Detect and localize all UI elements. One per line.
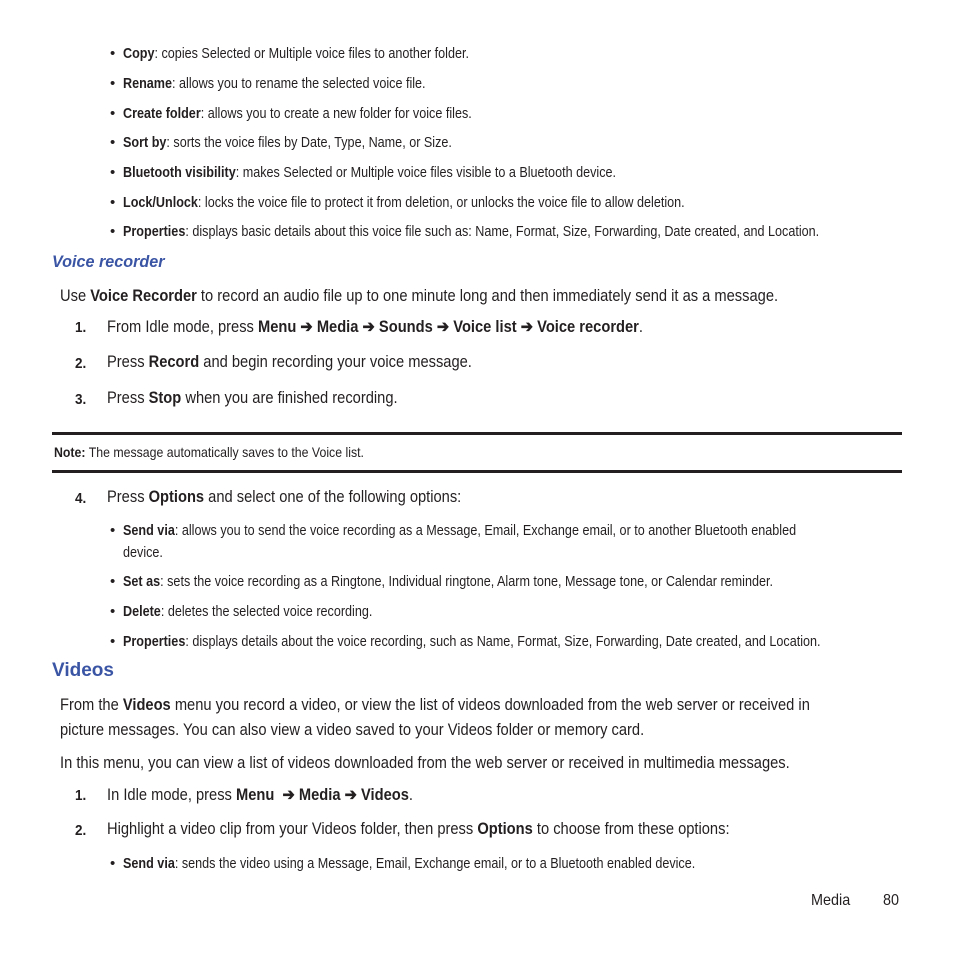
note-text: The message automatically saves to the Voice list. — [85, 444, 364, 460]
menu-term: Media — [316, 318, 359, 336]
bullet: • — [110, 855, 116, 872]
step-text — [107, 389, 398, 408]
note — [54, 444, 364, 460]
list-item — [123, 603, 372, 620]
text: . — [638, 318, 643, 336]
arrow-icon: ➔ — [436, 318, 450, 336]
option-desc: : allows you to rename the selected voice file. — [172, 75, 426, 92]
step-number: 1. — [75, 319, 87, 336]
list-item — [123, 855, 695, 872]
paragraph — [60, 287, 778, 306]
text: to record an audio file up to one minute long and then immediately send it as a message. — [196, 287, 779, 305]
option-desc: : sets the voice recording as a Ringtone, Individual ringtone, Alarm tone, Message tone, or Calendar reminder. — [160, 573, 773, 590]
list-item — [123, 633, 821, 650]
paragraph-continued: picture messages. You can also view a video saved to your Videos folder or memory card. — [60, 721, 645, 739]
option-term: Properties — [123, 223, 186, 240]
option-term: Create folder — [123, 105, 201, 122]
paragraph: In this menu, you can view a list of videos downloaded from the web server or received in multimedia messages. — [60, 754, 790, 772]
list-item — [123, 573, 773, 590]
bullet: • — [110, 134, 116, 151]
text: Press — [107, 353, 149, 371]
paragraph — [60, 696, 810, 715]
list-item — [123, 164, 616, 181]
step-number: 1. — [75, 787, 87, 804]
step-text — [107, 353, 472, 372]
option-desc: : displays details about the voice recording, such as Name, Format, Size, Forwarding, Date created, and Location. — [185, 633, 821, 650]
note-label: Note: — [54, 444, 86, 460]
text: . — [408, 786, 413, 804]
bold-term: Videos — [122, 696, 171, 714]
list-item — [123, 105, 472, 122]
step-text — [107, 785, 413, 805]
arrow-icon: ➔ — [520, 318, 534, 336]
menu-term: Menu — [235, 786, 275, 804]
footer-section: Media — [811, 892, 851, 909]
bullet: • — [110, 603, 116, 620]
step-number: 3. — [75, 391, 87, 408]
text: From the — [60, 696, 123, 714]
menu-term: Videos — [360, 786, 409, 804]
list-item — [123, 194, 685, 211]
option-term: Rename — [123, 75, 173, 92]
arrow-icon: ➔ — [344, 786, 357, 804]
step-number: 2. — [75, 355, 87, 372]
text: to choose from these options: — [532, 820, 730, 838]
bold-term: Record — [148, 353, 200, 371]
bullet: • — [110, 522, 116, 539]
option-term: Properties — [123, 633, 186, 650]
list-item-continued: device. — [123, 544, 163, 561]
menu-term: Voice list — [453, 318, 517, 336]
text: From Idle mode, press — [107, 318, 258, 336]
option-desc: : locks the voice file to protect it from deletion, or unlocks the voice file to allow deletion. — [197, 194, 685, 211]
note-bottom-rule — [52, 470, 902, 473]
arrow-icon: ➔ — [300, 318, 313, 336]
text: menu you record a video, or view the list of videos downloaded from the web server or received in — [170, 696, 810, 714]
text: Press — [107, 488, 149, 506]
text: Highlight a video clip from your Videos folder, then press — [107, 820, 478, 838]
option-term: Send via — [123, 855, 175, 872]
bold-term: Stop — [148, 389, 182, 407]
list-item — [123, 223, 819, 240]
step-number: 2. — [75, 822, 87, 839]
page-number: 80 — [883, 892, 900, 909]
menu-term: Sounds — [378, 318, 433, 336]
option-desc: : copies Selected or Multiple voice files to another folder. — [154, 45, 469, 62]
menu-term: Media — [298, 786, 341, 804]
bullet: • — [110, 164, 116, 181]
text: In Idle mode, press — [107, 786, 236, 804]
option-term: Bluetooth visibility — [123, 164, 236, 181]
bold-term: Options — [148, 488, 205, 506]
bullet: • — [110, 45, 116, 62]
option-desc: : allows you to send the voice recording as a Message, Email, Exchange email, or to another Bluetooth enabled — [174, 522, 797, 539]
menu-term: Menu — [257, 318, 297, 336]
step-number: 4. — [75, 490, 87, 507]
list-item — [123, 522, 796, 539]
bullet: • — [110, 105, 116, 122]
option-term: Sort by — [123, 134, 167, 151]
text: Use — [60, 287, 91, 305]
text: and begin recording your voice message. — [199, 353, 472, 371]
section-heading-voice-recorder: Voice recorder — [52, 252, 165, 271]
step-text — [107, 820, 730, 839]
text: Press — [107, 389, 149, 407]
text: when you are finished recording. — [181, 389, 398, 407]
menu-term: Voice recorder — [537, 318, 639, 336]
bullet: • — [110, 194, 116, 211]
text: and select one of the following options: — [204, 488, 462, 506]
option-term: Copy — [123, 45, 155, 62]
bold-term: Options — [477, 820, 533, 838]
option-term: Delete — [123, 603, 161, 620]
option-desc: : allows you to create a new folder for voice files. — [200, 105, 472, 122]
option-term: Set as — [123, 573, 161, 590]
arrow-icon: ➔ — [362, 318, 375, 336]
bold-term: Voice Recorder — [90, 287, 197, 305]
step-text — [107, 317, 643, 337]
note-top-rule — [52, 432, 902, 435]
bullet: • — [110, 633, 116, 650]
option-term: Lock/Unlock — [123, 194, 198, 211]
option-desc: : deletes the selected voice recording. — [160, 603, 373, 620]
option-desc: : sorts the voice files by Date, Type, Name, or Size. — [166, 134, 452, 151]
bullet: • — [110, 75, 116, 92]
option-desc: : makes Selected or Multiple voice files visible to a Bluetooth device. — [235, 164, 617, 181]
list-item — [123, 134, 452, 151]
bullet: • — [110, 573, 116, 590]
option-desc: : displays basic details about this voice file such as: Name, Format, Size, Forwarding, Date created, and Location. — [185, 223, 820, 240]
bullet: • — [110, 223, 116, 240]
list-item — [123, 75, 426, 92]
step-text — [107, 488, 461, 507]
section-heading-videos: Videos — [52, 660, 114, 681]
list-item — [123, 45, 469, 62]
option-term: Send via — [123, 522, 175, 539]
option-desc: : sends the video using a Message, Email, Exchange email, or to a Bluetooth enabled device. — [174, 855, 696, 872]
arrow-icon: ➔ — [282, 786, 295, 804]
